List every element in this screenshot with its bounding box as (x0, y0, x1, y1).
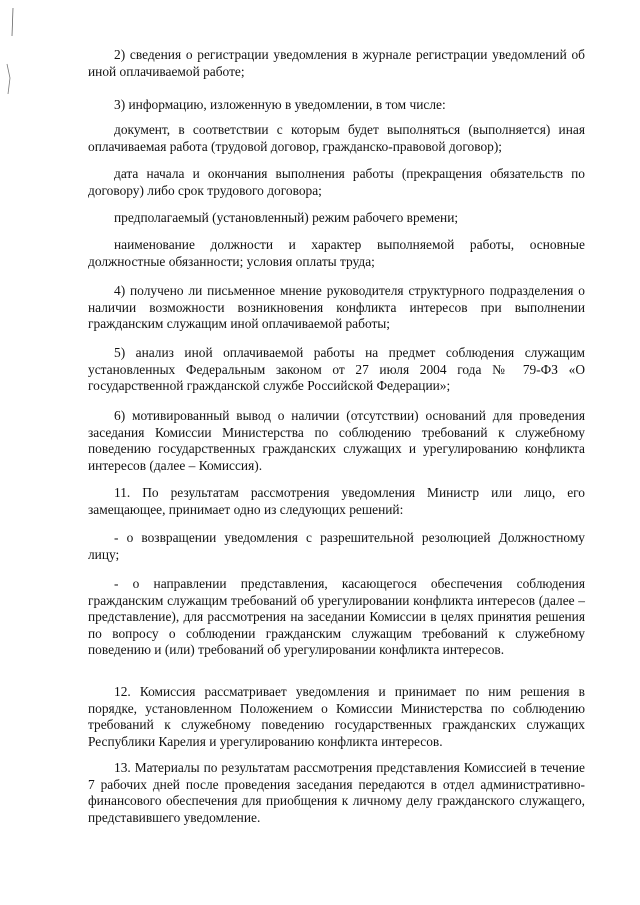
paragraph-position: наименование должности и характер выполняемой работы, основные должностные обязанности; условия оплаты труда; (88, 237, 585, 269)
paragraph-13: 13. Материалы по результатам рассмотрения представления Комиссией в течение 7 рабочих дней после проведения заседания передаются в отдел административно-финансового обеспечения для приобщения к личному делу гражданского служащего, представившего уведомление. (88, 760, 585, 825)
paragraph-document: документ, в соответствии с которым будет выполняться (выполняется) иная оплачиваемая работа (трудовой договор, гражданско-правовой договор); (88, 122, 585, 154)
paragraph-3: 3) информацию, изложенную в уведомлении, в том числе: (114, 97, 446, 112)
paragraph-schedule: предполагаемый (установленный) режим рабочего времени; (114, 210, 459, 225)
paragraph-12: 12. Комиссия рассматривает уведомления и принимает по ним решения в порядке, установленном Положением о Комиссии Министерства по соблюдению требований к служебному поведению государственных гражданских служащих Республики Карелия и урегулированию конфликта интересов. (88, 684, 585, 749)
paragraph-2: 2) сведения о регистрации уведомления в журнале регистрации уведомлений об иной оплачиваемой работе; (88, 47, 585, 79)
paragraph-6: 6) мотивированный вывод о наличии (отсутствии) оснований для проведения заседания Комиссии Министерства по соблюдению требований к служебному поведению государственных гражданских служащих и урегулированию конфликта интересов (далее – Комиссия). (88, 408, 585, 473)
margin-pen-mark (3, 6, 23, 98)
paragraph-4: 4) получено ли письменное мнение руководителя структурного подразделения о наличии возможности возникновения конфликта интересов при выполнении гражданским служащим иной оплачиваемой работы; (88, 283, 585, 332)
paragraph-11: 11. По результатам рассмотрения уведомления Министр или лицо, его замещающее, принимает одно из следующих решений: (88, 485, 585, 517)
paragraph-dates: дата начала и окончания выполнения работы (прекращения обязательств по договору) либо срок трудового договора; (88, 166, 585, 198)
paragraph-11-option-1: - о возвращении уведомления с разрешительной резолюцией Должностному лицу; (88, 530, 585, 562)
paragraph-5: 5) анализ иной оплачиваемой работы на предмет соблюдения служащим установленных Федеральным законом от 27 июля 2004 года № 79-ФЗ «О государственной гражданской службе Российской Федерации»; (88, 345, 585, 394)
paragraph-11-option-2: - о направлении представления, касающегося обеспечения соблюдения гражданским служащим требований об урегулировании конфликта интересов (далее – представление), для рассмотрения на заседании Комиссии в целях принятия решения по вопросу о соблюдении гражданским служащим требований к служебному поведению и (или) требований об урегулировании конфликта интересов. (88, 576, 585, 658)
